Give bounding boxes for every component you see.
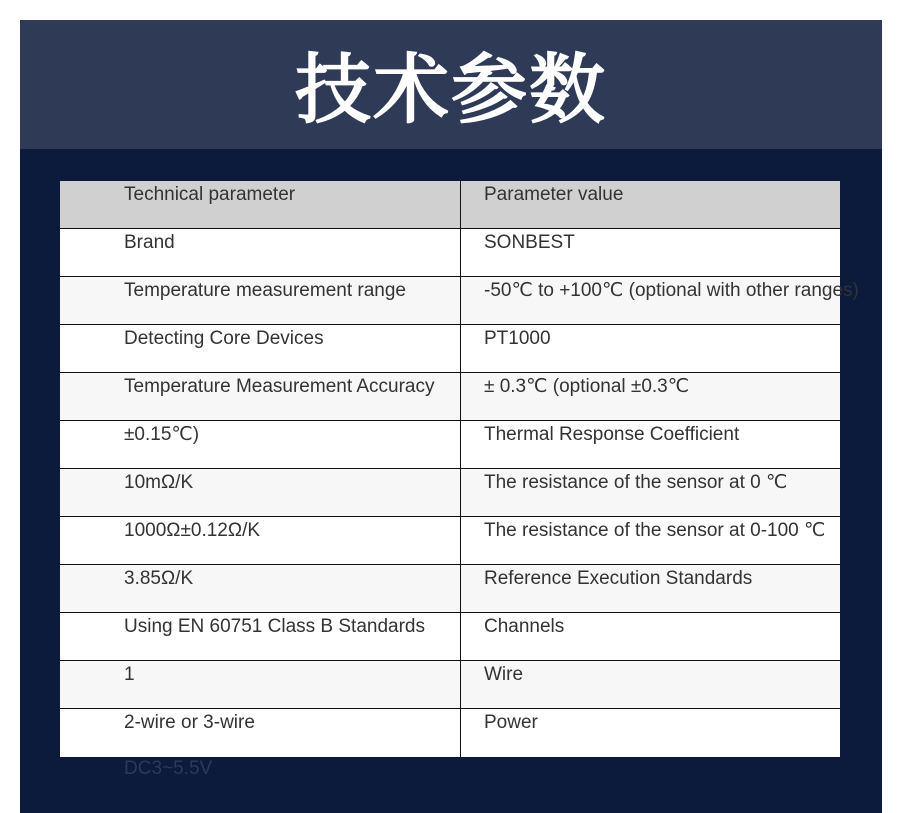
table-row: [60, 613, 840, 661]
footer-value: DC3~5.5V: [124, 758, 213, 779]
table-cell-left: 1: [124, 664, 135, 685]
table-cell-right: Power: [484, 712, 538, 733]
table-cell-left: Detecting Core Devices: [124, 328, 324, 349]
table-cell-right: Channels: [484, 616, 565, 637]
table-cell-right: ± 0.3℃ (optional ±0.3℃: [484, 376, 690, 397]
table-row: [60, 565, 840, 613]
table-cell-left: 10mΩ/K: [124, 472, 194, 493]
table-header-row: [60, 181, 840, 229]
table-cell-right: Thermal Response Coefficient: [484, 424, 740, 445]
table-row: [60, 229, 840, 277]
table-cell-right: PT1000: [484, 328, 551, 349]
table-cell-left: 2-wire or 3-wire: [124, 712, 255, 733]
header-technical-parameter: Technical parameter: [124, 184, 296, 205]
table-cell-left: Brand: [124, 232, 175, 253]
table-cell-right: The resistance of the sensor at 0-100 ℃: [484, 520, 826, 541]
table-cell-right: -50℃ to +100℃ (optional with other ranges): [484, 280, 859, 301]
table-cell-right: Reference Execution Standards: [484, 568, 753, 589]
table-cell-left: 3.85Ω/K: [124, 568, 194, 589]
table-row: [60, 661, 840, 709]
table-cell-left: Temperature Measurement Accuracy: [124, 376, 435, 397]
page-title: 技术参数: [295, 45, 607, 134]
table-cell-left: Using EN 60751 Class B Standards: [124, 616, 425, 637]
table-cell-right: SONBEST: [484, 232, 575, 253]
parameter-table: [60, 181, 859, 757]
table-row: [60, 421, 840, 469]
title-banner: [20, 20, 882, 149]
table-cell-right: Wire: [484, 664, 524, 685]
table-row: [60, 517, 840, 565]
table-row: [60, 325, 840, 373]
table-cell-left: 1000Ω±0.12Ω/K: [124, 520, 261, 541]
table-row: [60, 373, 840, 421]
table-row: [60, 709, 840, 757]
column-divider: [460, 181, 461, 757]
document-frame: [20, 20, 882, 813]
table-row: [60, 469, 840, 517]
table-row: [60, 277, 859, 325]
header-parameter-value: Parameter value: [484, 184, 624, 205]
table-cell-left: ±0.15℃): [124, 424, 200, 445]
table-cell-right: The resistance of the sensor at 0 ℃: [484, 472, 788, 493]
table-cell-left: Temperature measurement range: [124, 280, 406, 301]
